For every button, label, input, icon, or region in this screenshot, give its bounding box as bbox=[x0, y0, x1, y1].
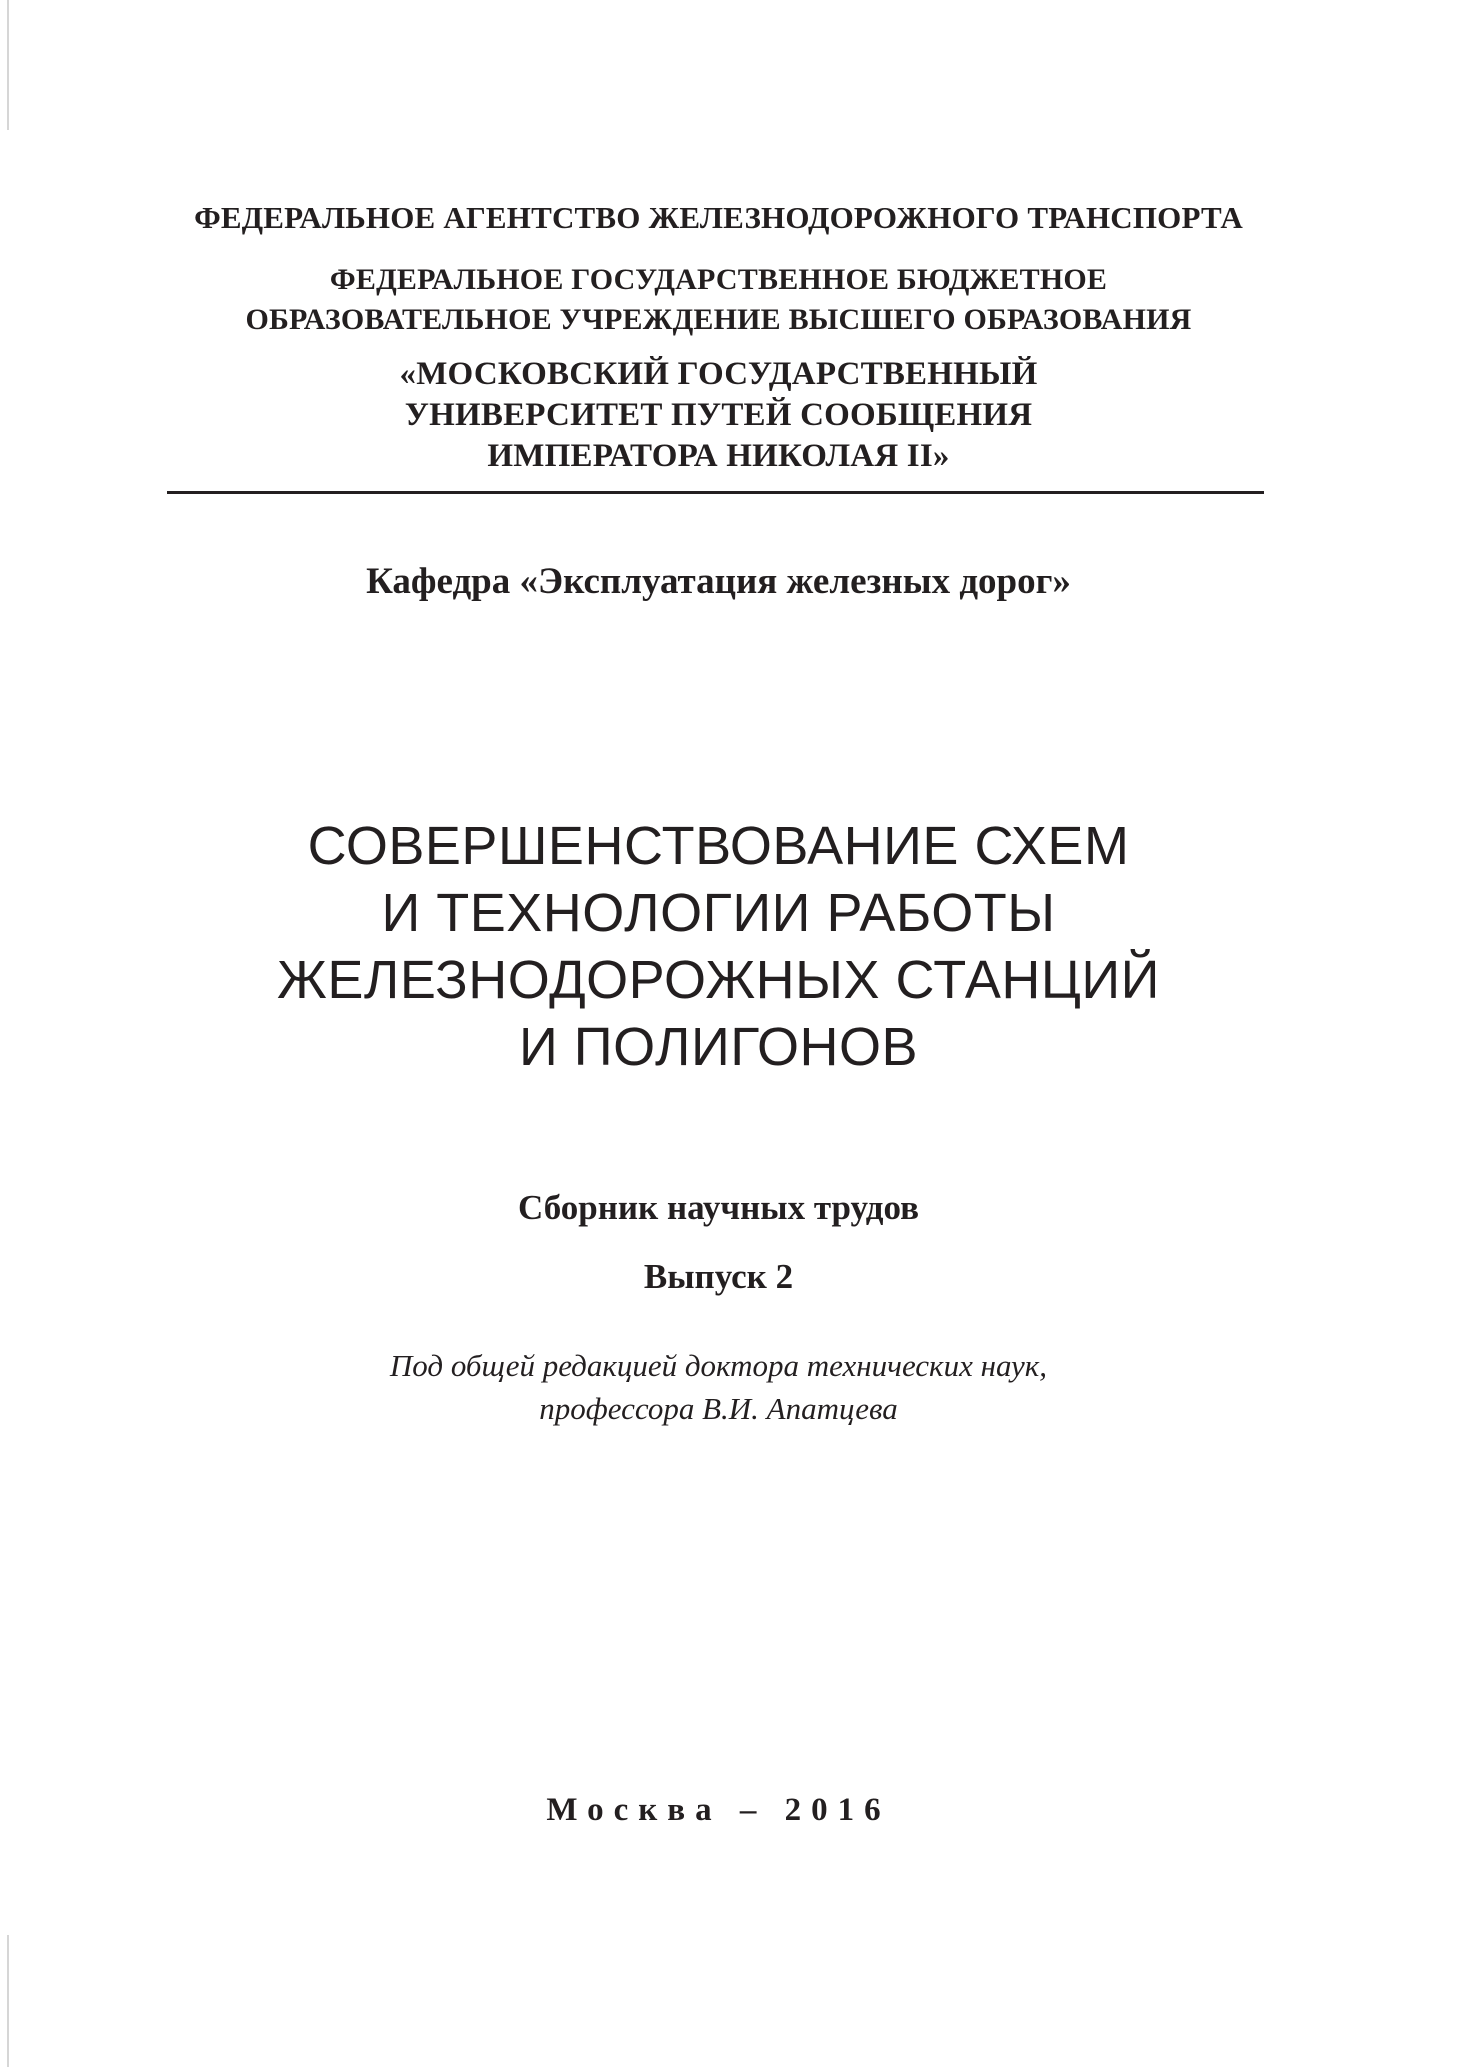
university-name-line-1: «МОСКОВСКИЙ ГОСУДАРСТВЕННЫЙ bbox=[399, 356, 1038, 392]
collection-type: Сборник научных трудов bbox=[518, 1188, 919, 1227]
title-line-3: ЖЕЛЕЗНОДОРОЖНЫХ СТАНЦИЙ bbox=[277, 950, 1160, 1010]
agency-name: ФЕДЕРАЛЬНОЕ АГЕНТСТВО ЖЕЛЕЗНОДОРОЖНОГО ТРАНСПОРТА bbox=[194, 200, 1243, 235]
institution-type-line-2: ОБРАЗОВАТЕЛЬНОЕ УЧРЕЖДЕНИЕ ВЫСШЕГО ОБРАЗОВАНИЯ bbox=[245, 303, 1192, 336]
header-divider bbox=[167, 491, 1264, 494]
department-name: Кафедра «Эксплуатация железных дорог» bbox=[366, 561, 1071, 602]
page-edge-mark-bottom bbox=[7, 1935, 9, 2067]
university-name-line-2: УНИВЕРСИТЕТ ПУТЕЙ СООБЩЕНИЯ bbox=[404, 397, 1033, 433]
title-line-2: И ТЕХНОЛОГИИ РАБОТЫ bbox=[381, 883, 1056, 943]
page-edge-mark-top bbox=[7, 0, 9, 130]
title-line-1: СОВЕРШЕНСТВОВАНИЕ СХЕМ bbox=[307, 816, 1130, 876]
editor-line-1: Под общей редакцией доктора технических наук, bbox=[389, 1348, 1048, 1383]
imprint-city-year: Москва – 2016 bbox=[546, 1792, 891, 1828]
editor-line-2: профессора В.И. Апатцева bbox=[539, 1391, 898, 1426]
university-name-line-3: ИМПЕРАТОРА НИКОЛАЯ II» bbox=[487, 438, 950, 474]
institution-type-line-1: ФЕДЕРАЛЬНОЕ ГОСУДАРСТВЕННОЕ БЮДЖЕТНОЕ bbox=[329, 263, 1108, 296]
title-line-4: И ПОЛИГОНОВ bbox=[518, 1017, 918, 1077]
issue-number: Выпуск 2 bbox=[643, 1257, 794, 1296]
